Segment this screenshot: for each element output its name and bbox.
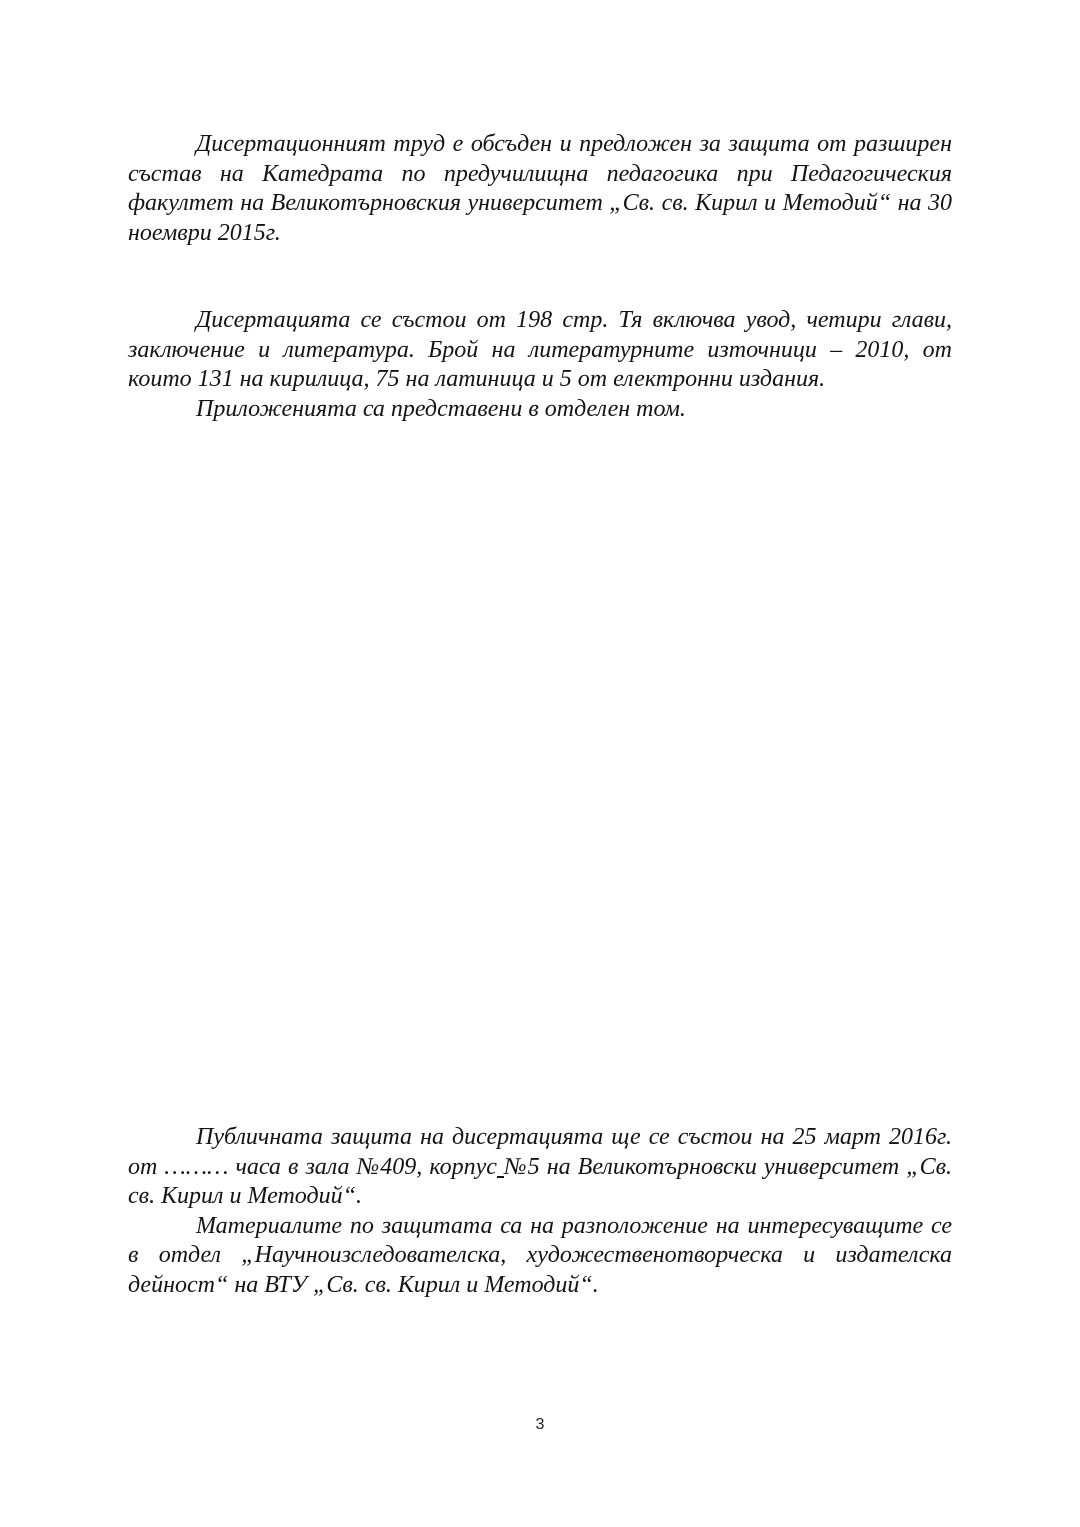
underlined-space [497, 1154, 504, 1180]
approval-section [128, 130, 952, 248]
structure-paragraph: Дисертацията се състои от 198 стр. Тя включва увод, четири глави, заключение и литература. Брой на литературните източници – 2010, от които 131 на кирилица, 75 на латиница и 5 от електронни издания. [128, 307, 952, 392]
public-defense-paragraph [128, 1123, 952, 1212]
public-defense-text-end: №5 на Великотърновски университет „Св. св. Кирил и Методий“. [128, 1153, 952, 1209]
page-number: 3 [535, 1416, 545, 1433]
structure-section [128, 306, 952, 424]
defense-section [128, 1123, 952, 1300]
public-defense-text-start: Публичната защита на дисертацията ще се състои на 25 март 2016г. от ……… часа в зала №409, корпус [128, 1124, 952, 1180]
appendices-paragraph: Приложенията са представени в отделен том. [196, 395, 686, 422]
materials-paragraph: Материалите по защитата са на разположение на интересуващите се в отдел „Научноизследователска, художественотворческа и издателска дейност“ на ВТУ „Св. св. Кирил и Методий“. [128, 1212, 952, 1298]
approval-paragraph: Дисертационният труд е обсъден и предложен за защита от разширен състав на Катедрата по предучилищна педагогика при Педагогическия факултет на Великотърновския университет „Св. св. Кирил и Методий“ на 30 ноември 2015г. [128, 131, 952, 246]
